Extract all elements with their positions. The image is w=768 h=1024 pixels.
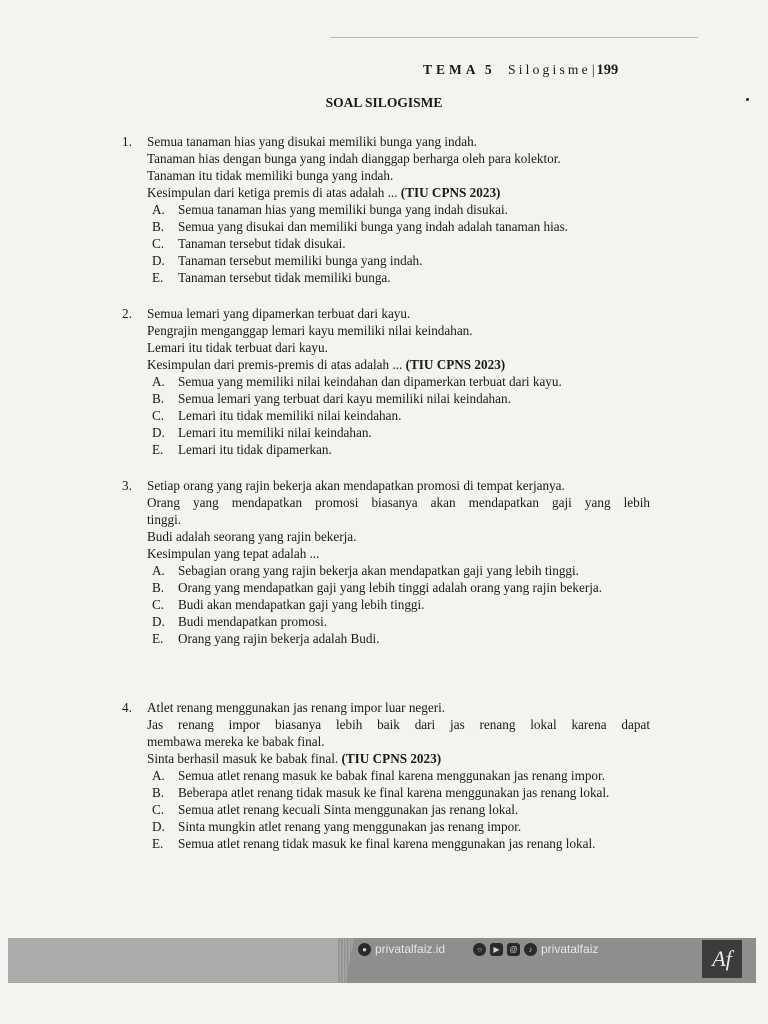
header-tema-number: 5 [484,62,495,77]
social-handle: privatalfaiz [541,942,599,956]
option-letter: D. [152,819,165,834]
youtube-icon: ▶ [490,943,503,956]
option-text: Tanaman tersebut tidak disukai. [178,236,346,251]
option-letter: C. [152,802,165,817]
option-e [152,441,650,458]
option-letter: B. [152,580,165,595]
header-tema: TEMA [423,62,480,77]
header-separator: | [591,62,595,77]
question-1 [122,133,650,286]
options-list [152,562,650,647]
option-text: Semua lemari yang terbuat dari kayu memiliki nilai keindahan. [178,391,511,406]
option-c [152,407,650,424]
options-list [152,767,650,852]
option-a [152,767,650,784]
option-letter: A. [152,563,165,578]
option-text: Semua yang memiliki nilai keindahan dan dipamerkan terbuat dari kayu. [178,374,562,389]
premise-2-line-2: tinggi. [147,512,182,527]
option-text: Tanaman tersebut tidak memiliki bunga. [178,270,391,285]
conclusion-prompt: Kesimpulan dari ketiga premis di atas adalah ... [147,185,398,200]
option-d [152,424,650,441]
question-stem [147,133,650,201]
page-header [423,62,618,79]
source-tag: (TIU CPNS 2023) [400,185,501,200]
option-text: Beberapa atlet renang tidak masuk ke final karena menggunakan jas renang lokal. [178,785,610,800]
option-letter: D. [152,425,165,440]
option-text: Lemari itu tidak dipamerkan. [178,442,332,457]
option-letter: B. [152,391,165,406]
option-text: Budi akan mendapatkan gaji yang lebih tinggi. [178,597,425,612]
premise-3: Sinta berhasil masuk ke babak final. [147,751,339,766]
brand-logo: Af [702,940,742,978]
option-letter: C. [152,408,165,423]
option-letter: B. [152,785,165,800]
footer-social[interactable] [473,942,598,956]
top-rule [330,37,698,38]
option-text: Semua tanaman hias yang memiliki bunga yang indah disukai. [178,202,508,217]
option-text: Lemari itu tidak memiliki nilai keindahan. [178,408,402,423]
option-b [152,390,650,407]
option-letter: E. [152,836,164,851]
option-text: Semua atlet renang tidak masuk ke final karena menggunakan jas renang lokal. [178,836,596,851]
source-tag: (TIU CPNS 2023) [405,357,506,372]
page-number: 199 [596,62,619,78]
premise-3: Budi adalah seorang yang rajin bekerja. [147,529,357,544]
page-title: SOAL SILOGISME [325,95,443,110]
option-letter: D. [152,253,165,268]
option-text: Sebagian orang yang rajin bekerja akan mendapatkan gaji yang lebih tinggi. [178,563,579,578]
option-a [152,373,650,390]
question-stem [147,699,650,767]
option-e [152,630,650,647]
question-stem [147,305,650,373]
premise-3: Lemari itu tidak terbuat dari kayu. [147,340,328,355]
option-a [152,562,650,579]
globe-icon: ● [358,943,371,956]
option-b [152,784,650,801]
question-number: 2. [122,306,132,321]
option-text: Orang yang mendapatkan gaji yang lebih tinggi adalah orang yang rajin bekerja. [178,580,603,595]
header-subject: Silogisme [508,62,591,77]
premise-2-line-2: membawa mereka ke babak final. [147,734,325,749]
option-text: Lemari itu memiliki nilai keindahan. [178,425,372,440]
option-text: Sinta mungkin atlet renang yang menggunakan jas renang impor. [178,819,522,834]
option-c [152,596,650,613]
option-letter: B. [152,219,165,234]
options-list [152,373,650,458]
option-letter: E. [152,631,164,646]
option-a [152,201,650,218]
option-c [152,801,650,818]
question-number: 3. [122,478,132,493]
question-stem [147,477,650,562]
option-letter: C. [152,236,165,251]
premise-2: Pengrajin menganggap lemari kayu memiliki nilai keindahan. [147,323,473,338]
option-text: Budi mendapatkan promosi. [178,614,328,629]
conclusion-prompt: Kesimpulan yang tepat adalah ... [147,546,320,561]
option-e [152,269,650,286]
option-b [152,579,650,596]
question-number: 1. [122,134,132,149]
premise-2-line-1: Jas renang impor biasanya lebih baik dari jas renang lokal karena dapat [147,717,650,732]
premise-3: Tanaman itu tidak memiliki bunga yang indah. [147,168,394,183]
option-d [152,818,650,835]
premise-1: Semua lemari yang dipamerkan terbuat dari kayu. [147,306,411,321]
options-list [152,201,650,286]
option-letter: A. [152,202,165,217]
threads-icon: @ [507,943,520,956]
premise-2: Tanaman hias dengan bunga yang indah dianggap berharga oleh para kolektor. [147,151,561,166]
premise-1: Semua tanaman hias yang disukai memiliki bunga yang indah. [147,134,477,149]
footer-band [8,938,756,983]
option-letter: D. [152,614,165,629]
option-letter: A. [152,374,165,389]
option-text: Tanaman tersebut memiliki bunga yang indah. [178,253,423,268]
question-4 [122,699,650,852]
option-letter: C. [152,597,165,612]
option-letter: A. [152,768,165,783]
option-text: Semua atlet renang kecuali Sinta menggunakan jas renang lokal. [178,802,519,817]
instagram-icon: ○ [473,943,486,956]
source-tag: (TIU CPNS 2023) [341,751,442,766]
option-letter: E. [152,442,164,457]
premise-2-line-1: Orang yang mendapatkan promosi biasanya akan mendapatkan gaji yang lebih [147,495,650,510]
option-text: Semua yang disukai dan memiliki bunga yang indah adalah tanaman hias. [178,219,569,234]
option-b [152,218,650,235]
footer-website[interactable] [358,942,445,956]
option-d [152,252,650,269]
website-text: privatalfaiz.id [375,942,446,956]
premise-1: Atlet renang menggunakan jas renang impor luar negeri. [147,700,446,715]
option-text: Semua atlet renang masuk ke babak final karena menggunakan jas renang impor. [178,768,605,783]
question-2 [122,305,650,458]
option-letter: E. [152,270,164,285]
tiktok-icon: ♪ [524,943,537,956]
option-e [152,835,650,852]
conclusion-prompt: Kesimpulan dari premis-premis di atas adalah ... [147,357,403,372]
question-number: 4. [122,700,132,715]
question-3 [122,477,650,647]
option-text: Orang yang rajin bekerja adalah Budi. [178,631,380,646]
premise-1: Setiap orang yang rajin bekerja akan mendapatkan promosi di tempat kerjanya. [147,478,565,493]
option-d [152,613,650,630]
option-c [152,235,650,252]
